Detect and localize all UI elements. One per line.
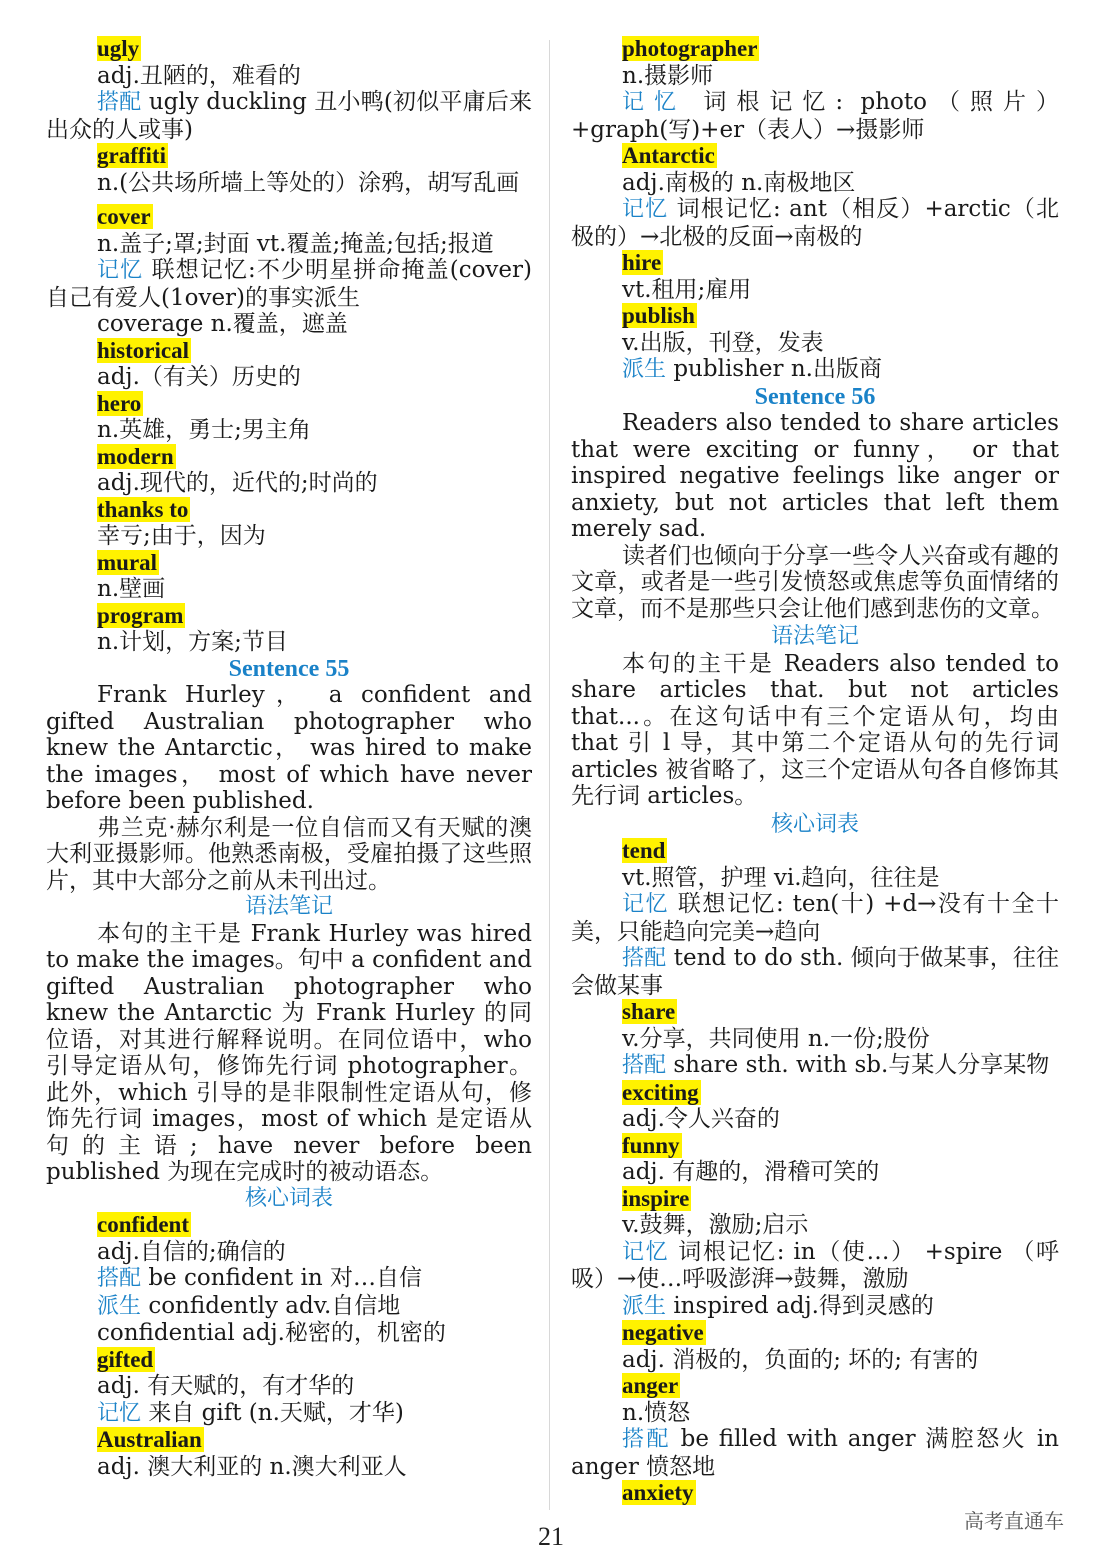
headword-tend: tend [622,838,666,863]
headword-exciting: exciting [622,1079,699,1105]
sentence-55-title: Sentence 55 [228,655,350,682]
headword-publish: publish [622,303,695,328]
page-number: 21 [538,1522,564,1551]
definition: v.出版，刊登，发表 [622,329,824,356]
headword-graffiti: graffiti [97,143,166,168]
sentence-56-title: Sentence 56 [754,383,876,410]
definition: adj. 有趣的，滑稽可笑的 [622,1159,880,1185]
watermark-text: 高考直通车 [964,1509,1064,1533]
headword-photographer: photographer [622,36,758,61]
definition: adj. 有天赋的，有才华的 [97,1373,355,1399]
headword-share: share [622,999,676,1024]
definition: n.英雄，勇士;男主角 [97,417,311,443]
collocation: 搭配 share sth. with sb.与某人分享某物 [622,1052,1050,1078]
headword-confident: confident [97,1212,189,1237]
definition: adj. 澳大利亚的 n.澳大利亚人 [97,1453,407,1480]
memory-label: 记忆 [622,892,670,917]
memory-label: 记忆 [622,1239,670,1265]
sentence-55-english: Frank Hurley， a confident and gifted Australian photographer who knew the Antarctic， was hired to make the images， most of which have never before been published. [46,682,532,814]
headword-thanks-to: thanks to [97,496,189,522]
definition: n.壁画 [97,576,166,602]
collocation-label: 搭配 [97,1266,142,1291]
definition: n.(公共场所墙上等处的）涂鸦，胡写乱画 [97,169,520,196]
memory-note: 记忆 词根记忆: ant（相反）+arctic（北极的）→北极的反面→南极的 [571,196,1059,250]
definition: vt.租用;雇用 [622,276,752,303]
sentence-56-english: Readers also tended to share articles that were exciting or funny， or that inspired negative feelings like anger or anxiety, but not articles that left them merely sad. [571,410,1059,542]
headword-hero: hero [97,390,142,416]
column-divider [549,40,550,1510]
headword-hire: hire [622,250,662,275]
definition: v.分享，共同使用 n.一份;股份 [622,1025,930,1052]
headword-modern: modern [97,443,174,469]
collocation-label: 搭配 [97,90,142,115]
headword-negative: negative [622,1320,704,1345]
core-vocab-title: 核心词表 [770,811,859,837]
definition: adj.现代的，近代的;时尚的 [97,470,378,496]
headword-inspire: inspire [622,1185,690,1211]
memory-label: 记忆 [622,90,687,115]
derivative: 派生 confidently adv.自信地 [97,1292,401,1319]
derivative-label: 派生 [97,1293,142,1319]
headword-cover: cover [97,204,151,229]
grammar-notes-text: 本句的主干是 Readers also tended to share articles that. but not articles that...。在这句话中有三个定语从句，均由 that 引 l 导，其中第二个定语从句的先行词 articles 被省略了，这三个定语从句各自修饰其先行词 articles。 [571,650,1059,809]
collocation-label: 搭配 [622,946,667,971]
derivative: 派生 publisher n.出版商 [622,356,882,382]
collocation: 搭配 ugly duckling 丑小鸭(初似平庸后来出众的人或事) [46,89,532,143]
headword-antarctic: Antarctic [622,143,715,168]
sentence-56-translation: 读者们也倾向于分享一些令人兴奋或有趣的文章，或者是一些引发愤怒或焦虑等负面情绪的文章，而不是那些只会让他们感到悲伤的文章。 [571,542,1059,622]
headword-ugly: ugly [97,36,140,61]
left-column [46,36,532,1480]
definition: adj. 消极的，负面的; 坏的; 有害的 [622,1346,979,1373]
definition: adj.丑陋的，难看的 [97,62,301,89]
collocation-label: 搭配 [622,1053,667,1078]
definition: adj.南极的 n.南极地区 [622,169,856,196]
memory-note: 记忆 词根记忆: in（使…） +spire （呼吸）→使…呼吸澎湃→鼓舞，激励 [571,1238,1059,1292]
sentence-55-translation: 弗兰克·赫尔利是一位自信而又有天赋的澳大利亚摄影师。他熟悉南极，受雇拍摄了这些照片，其中大部分之前从未刊出过。 [46,814,532,894]
grammar-notes-text: 本句的主干是 Frank Hurley was hired to make the images。句中 a confident and gifted Australian photographer who knew the Antarctic 为 Frank Hurley 的同位语，对其进行解释说明。在同位语中，who 引导定语从句，修饰先行词 photographer。此外，which 引导的是非限制性定语从句，修饰先行词 images，most of which 是定语从句的主语; have never before been published 为现在完成时的被动语态。 [46,920,532,1185]
headword-historical: historical [97,337,189,363]
collocation: 搭配 tend to do sth. 倾向于做某事，往往会做某事 [571,945,1059,999]
headword-program: program [97,602,184,628]
derivative: 派生 inspired adj.得到灵感的 [622,1292,934,1319]
memory-note: 记忆 联想记忆:不少明星拼命掩盖(cover)自己有爱人(1over)的事实派生 [46,257,532,311]
definition: adj.自信的;确信的 [97,1238,286,1265]
memory-note: 记忆 词根记忆: photo（照片）+graph(写)+er（表人）→摄影师 [571,89,1059,143]
definition: n.摄影师 [622,62,714,89]
headword-funny: funny [622,1132,680,1158]
headword-australian: Australian [97,1427,202,1452]
memory-note: 记忆 联想记忆: ten(十) +d→没有十全十美，只能趋向完美→趋向 [571,891,1059,945]
headword-anger: anger [622,1373,679,1398]
definition: v.鼓舞，激励;启示 [622,1212,809,1238]
definition: vt.照管，护理 vi.趋向，往往是 [622,864,940,891]
definition: 幸亏;由于，因为 [97,523,266,549]
collocation-label: 搭配 [622,1427,671,1452]
collocation: 搭配 be filled with anger 满腔怒火 in anger 愤怒地 [571,1426,1059,1480]
definition: n.计划，方案;节目 [97,629,288,655]
derivative-label: 派生 [622,357,667,382]
memory-note: 记忆 来自 gift (n.天赋，才华) [97,1399,404,1426]
derivative: coverage n.覆盖，遮盖 [97,311,348,337]
definition: n.盖子;罩;封面 vt.覆盖;掩盖;包括;报道 [97,230,494,257]
core-vocab-title: 核心词表 [244,1185,333,1211]
collocation: 搭配 be confident in 对…自信 [97,1265,423,1291]
headword-gifted: gifted [97,1346,154,1372]
memory-label: 记忆 [97,1400,142,1426]
headword-anxiety: anxiety [622,1480,694,1505]
headword-mural: mural [97,549,158,575]
derivative: confidential adj.秘密的，机密的 [97,1320,446,1346]
memory-label: 记忆 [97,258,144,283]
definition: adj.令人兴奋的 [622,1106,780,1132]
derivative-label: 派生 [622,1293,667,1319]
definition: n.愤怒 [622,1399,691,1426]
memory-label: 记忆 [622,197,669,222]
right-column [571,36,1059,1507]
definition: adj.（有关）历史的 [97,364,301,390]
grammar-notes-title: 语法笔记 [770,624,859,649]
grammar-notes-title: 语法笔记 [244,894,333,919]
